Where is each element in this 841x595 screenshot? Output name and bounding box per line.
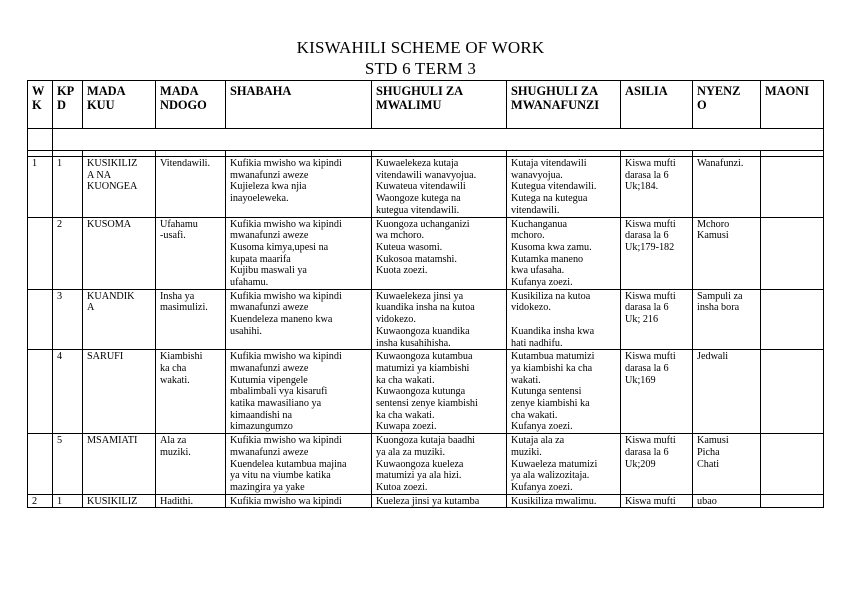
- cell-line: Kuwaelekeza jinsi ya: [376, 290, 464, 302]
- cell-line: Kutumia vipengele: [230, 374, 308, 386]
- header-text: SHUGHULI ZA: [511, 84, 599, 98]
- cell-line: matumizi ya ala hizi.: [376, 470, 462, 482]
- cell-line: usahihi.: [230, 325, 262, 337]
- cell-mada-kuu: [83, 217, 156, 289]
- table-row: [28, 157, 824, 218]
- cell-line: -usafi.: [160, 230, 186, 242]
- cell-line: KUSOMA: [87, 218, 132, 230]
- cell-shabaha: [226, 217, 372, 289]
- cell-line: insha bora: [697, 302, 740, 314]
- cell-wk: [28, 217, 53, 289]
- header-kpd: [53, 81, 83, 129]
- cell-line: matumizi ya kiambishi: [376, 362, 470, 374]
- cell-line: Kusikiliza na kutoa: [511, 290, 591, 302]
- cell-nyenzo: [693, 157, 761, 218]
- cell-line: Kufikia mwisho wa kipindi: [230, 495, 342, 507]
- cell-line: Kutunga sentensi: [511, 386, 582, 398]
- header-text: W: [32, 84, 45, 98]
- cell-line: vidokezo.: [511, 302, 551, 314]
- cell-line: MSAMIATI: [87, 435, 138, 447]
- cell-mada-kuu: [83, 289, 156, 350]
- cell-line: Kueleza jinsi ya kutamba: [376, 495, 480, 507]
- cell-mwanafunzi: [507, 434, 621, 495]
- cell-kpd: 4: [53, 350, 83, 434]
- cell-kpd: 2: [53, 217, 83, 289]
- cell-line: Mchoro: [697, 218, 730, 230]
- cell-line: mwanafunzi aweze: [230, 446, 309, 458]
- cell-line: Waongoze kutega na: [376, 193, 461, 205]
- cell-line: Kuwaongoza kuandika: [376, 325, 470, 337]
- cell-line: kutegua vitendawili.: [376, 204, 460, 216]
- header-shughuli-mwanafunzi: [507, 81, 621, 129]
- cell-line: Uk; 216: [625, 314, 659, 326]
- cell-line: sentensi zenye kiambishi: [376, 398, 478, 410]
- cell-line: Kufikia mwisho wa kipindi: [230, 158, 342, 169]
- cell-mada-ndogo: [156, 350, 226, 434]
- header-text: MADA: [160, 84, 199, 98]
- cell-line: Kusikiliza mwalimu.: [511, 495, 597, 507]
- cell-mwalimu: [372, 350, 507, 434]
- cell-line: ka cha wakati.: [376, 374, 435, 386]
- cell-line: ya vitu na viumbe katika: [230, 470, 331, 482]
- cell-line: SARUFI: [87, 351, 124, 363]
- cell-mwalimu: [372, 289, 507, 350]
- cell-line: Kujieleza kwa njia: [230, 181, 307, 193]
- cell-line: ka cha wakati.: [376, 409, 435, 421]
- cell-line: kimaandishi na: [230, 409, 292, 421]
- cell-line: Uk;169: [625, 374, 656, 386]
- header-text: O: [697, 98, 707, 112]
- cell-nyenzo: [693, 289, 761, 350]
- cell-line: Kuchanganua: [511, 218, 568, 230]
- cell-line: vidokezo.: [376, 314, 416, 326]
- cell-line: Kusoma kimya,upesi na: [230, 241, 329, 253]
- cell-line: wakati.: [160, 374, 190, 386]
- cell-line: Kuwaelekeza kutaja: [376, 158, 459, 169]
- cell-mada-ndogo: [156, 289, 226, 350]
- cell-line: mwanafunzi aweze: [230, 230, 309, 242]
- cell-line: muziki.: [511, 446, 542, 458]
- cell-line: KUSIKILIZ: [87, 495, 138, 507]
- blank-row: [28, 129, 824, 151]
- cell-line: ya ala za muziki.: [376, 446, 446, 458]
- header-text: KUU: [87, 98, 115, 112]
- cell-line: wakati.: [511, 374, 541, 386]
- cell-line: Kuandika insha kwa: [511, 325, 595, 337]
- cell-mwanafunzi: [507, 217, 621, 289]
- cell-line: Ufahamu: [160, 218, 198, 230]
- cell-line: Kiswa mufti: [625, 290, 676, 302]
- cell-line: Kutoa zoezi.: [376, 481, 428, 493]
- cell-line: Uk;184.: [625, 181, 659, 193]
- cell-maoni: [761, 434, 824, 495]
- cell-mada-kuu: [83, 350, 156, 434]
- cell-asilia: [621, 350, 693, 434]
- cell-line: Kiswa mufti: [625, 435, 676, 447]
- cell-mada-ndogo: [156, 157, 226, 218]
- cell-line: Kuteua wasomi.: [376, 241, 443, 253]
- header-text: MADA: [87, 84, 126, 98]
- cell-line: ya ala walizozitaja.: [511, 470, 590, 482]
- cell-line: ufahamu.: [230, 277, 269, 289]
- cell-line: Kiswa mufti: [625, 495, 676, 507]
- cell-line: mwanafunzi aweze: [230, 362, 309, 374]
- cell-nyenzo: [693, 217, 761, 289]
- cell-line: Kutaja ala za: [511, 435, 565, 447]
- header-mada-ndogo: [156, 81, 226, 129]
- cell-mada-kuu: [83, 434, 156, 495]
- cell-line: [511, 314, 617, 326]
- header-shughuli-mwalimu: [372, 81, 507, 129]
- cell-line: Kuongoza uchanganizi: [376, 218, 470, 230]
- cell-kpd: 3: [53, 289, 83, 350]
- cell-line: muziki.: [160, 446, 191, 458]
- cell-line: Kuwapa zoezi.: [376, 421, 437, 433]
- cell-line: zenye kiambishi ka: [511, 398, 590, 410]
- cell-line: Uk;209: [625, 458, 656, 470]
- cell-line: Kiswa mufti: [625, 218, 676, 230]
- cell-line: darasa la 6: [625, 362, 669, 374]
- header-text: MWALIMU: [376, 98, 442, 112]
- header-asilia: [621, 81, 693, 129]
- cell-line: Wanafunzi.: [697, 158, 744, 169]
- table-row: [28, 434, 824, 495]
- scheme-table: [27, 80, 824, 508]
- header-row: [28, 81, 824, 129]
- cell-line: Kiswa mufti: [625, 158, 676, 169]
- cell-line: Kuendelea kutambua majina: [230, 458, 347, 470]
- cell-line: Kuota zoezi.: [376, 265, 428, 277]
- header-maoni: [761, 81, 824, 129]
- cell-line: Chati: [697, 458, 720, 470]
- cell-line: insha kusahihisha.: [376, 337, 451, 349]
- cell-line: KUONGEA: [87, 181, 138, 193]
- cell-line: ubao: [697, 495, 717, 507]
- cell-line: Kutambua matumizi: [511, 351, 595, 363]
- cell-line: Kujibu maswali ya: [230, 265, 307, 277]
- table-row: [28, 289, 824, 350]
- cell-maoni: [761, 157, 824, 218]
- cell-maoni: [761, 289, 824, 350]
- cell-kpd: 1: [53, 157, 83, 218]
- cell-line: Kusoma kwa zamu.: [511, 241, 592, 253]
- cell-line: darasa la 6: [625, 230, 669, 242]
- cell-kpd: 5: [53, 434, 83, 495]
- cell-line: kimazungumzo: [230, 421, 293, 433]
- cell-asilia: [621, 217, 693, 289]
- cell-line: Kufikia mwisho wa kipindi: [230, 351, 342, 363]
- cell-line: Ala za: [160, 435, 187, 447]
- table-row: [28, 350, 824, 434]
- cell-wk: [28, 289, 53, 350]
- cell-line: mwanafunzi aweze: [230, 302, 309, 314]
- cell-line: hati nadhifu.: [511, 337, 563, 349]
- cell-mada-kuu: [83, 157, 156, 218]
- cell-line: masimulizi.: [160, 302, 208, 314]
- cell-line: mwanafunzi aweze: [230, 169, 309, 181]
- cell-asilia: [621, 434, 693, 495]
- header-nyenzo: [693, 81, 761, 129]
- cell-line: Jedwali: [697, 351, 729, 363]
- header-shabaha: [226, 81, 372, 129]
- cell-mada-ndogo: [156, 217, 226, 289]
- cell-mwalimu: [372, 217, 507, 289]
- document-subtitle: STD 6 TERM 3: [364, 59, 477, 78]
- cell-line: Kuwaongoza kutambua: [376, 351, 473, 363]
- cell-shabaha: [226, 350, 372, 434]
- cell-mada-ndogo: [156, 434, 226, 495]
- cell-mwalimu: [372, 494, 507, 508]
- cell-line: cha wakati.: [511, 409, 558, 421]
- cell-maoni: [761, 350, 824, 434]
- cell-line: ka cha: [160, 362, 187, 374]
- cell-mwalimu: [372, 434, 507, 495]
- cell-shabaha: [226, 289, 372, 350]
- cell-line: A: [87, 302, 95, 314]
- cell-wk: [28, 434, 53, 495]
- cell-line: Kuwaongoza kueleza: [376, 458, 464, 470]
- header-text: SHABAHA: [230, 84, 292, 98]
- header-text: SHUGHULI ZA: [376, 84, 464, 98]
- header-text: MAONI: [765, 84, 810, 98]
- cell-line: kupata maarifa: [230, 253, 291, 265]
- cell-line: mazingira ya yake: [230, 481, 305, 493]
- header-text: NYENZ: [697, 84, 741, 98]
- cell-line: wanavyojua.: [511, 169, 563, 181]
- cell-line: katika mawasiliano ya: [230, 398, 322, 410]
- cell-mwanafunzi: [507, 289, 621, 350]
- cell-wk: 1: [28, 157, 53, 218]
- cell-line: KUANDIK: [87, 290, 135, 302]
- cell-mada-ndogo: [156, 494, 226, 508]
- cell-line: Sampuli za: [697, 290, 743, 302]
- cell-line: Kiambishi: [160, 351, 203, 363]
- cell-line: Kufikia mwisho wa kipindi: [230, 435, 342, 447]
- cell-line: Kufikia mwisho wa kipindi: [230, 218, 342, 230]
- cell-line: Insha ya: [160, 290, 195, 302]
- cell-line: wa mchoro.: [376, 230, 425, 242]
- cell-kpd: 1: [53, 494, 83, 508]
- header-text: MWANAFUNZI: [511, 98, 600, 112]
- cell-line: Uk;179-182: [625, 241, 675, 253]
- cell-line: KUSIKILIZ: [87, 158, 138, 169]
- cell-shabaha: [226, 434, 372, 495]
- cell-line: Kukosoa matamshi.: [376, 253, 457, 265]
- cell-line: Kuwaongoza kutunga: [376, 386, 466, 398]
- cell-line: Kufanya zoezi.: [511, 481, 573, 493]
- cell-line: Kufanya zoezi.: [511, 277, 573, 289]
- cell-line: darasa la 6: [625, 169, 669, 181]
- cell-nyenzo: [693, 350, 761, 434]
- table-row: [28, 217, 824, 289]
- cell-line: inayoeleweka.: [230, 193, 289, 205]
- cell-asilia: [621, 494, 693, 508]
- cell-mada-kuu: [83, 494, 156, 508]
- cell-asilia: [621, 157, 693, 218]
- cell-line: Kutamka maneno: [511, 253, 584, 265]
- cell-line: darasa la 6: [625, 446, 669, 458]
- cell-mwalimu: [372, 157, 507, 218]
- cell-line: kuandika insha na kutoa: [376, 302, 475, 314]
- cell-line: Kuongoza kutaja baadhi: [376, 435, 476, 447]
- cell-line: Kuwaeleza matumizi: [511, 458, 598, 470]
- cell-line: Kufikia mwisho wa kipindi: [230, 290, 342, 302]
- cell-shabaha: [226, 494, 372, 508]
- cell-line: Kutaja vitendawili: [511, 158, 587, 169]
- cell-line: mchoro.: [511, 230, 545, 242]
- cell-line: Kuwateua vitendawili: [376, 181, 466, 193]
- cell-line: Kiswa mufti: [625, 351, 676, 363]
- cell-line: Vitendawili.: [160, 158, 211, 169]
- cell-nyenzo: [693, 494, 761, 508]
- cell-line: Kufanya zoezi.: [511, 421, 573, 433]
- header-text: D: [57, 98, 66, 112]
- cell-line: Picha: [697, 446, 720, 458]
- cell-mwanafunzi: [507, 494, 621, 508]
- cell-line: mbalimbali vya kisarufi: [230, 386, 328, 398]
- cell-line: A NA: [87, 169, 112, 181]
- cell-asilia: [621, 289, 693, 350]
- document-title: KISWAHILI SCHEME OF WORK: [296, 38, 545, 57]
- header-wk: [28, 81, 53, 129]
- cell-line: Kutega na kutegua: [511, 193, 588, 205]
- cell-line: Kuendeleza maneno kwa: [230, 314, 333, 326]
- cell-shabaha: [226, 157, 372, 218]
- header-text: KP: [57, 84, 75, 98]
- header-mada-kuu: [83, 81, 156, 129]
- cell-line: Hadithi.: [160, 495, 194, 507]
- header-text: NDOGO: [160, 98, 207, 112]
- cell-line: vitendawili.: [511, 204, 560, 216]
- cell-line: Kamusi: [697, 230, 729, 242]
- cell-maoni: [761, 217, 824, 289]
- cell-nyenzo: [693, 434, 761, 495]
- table-row: [28, 494, 824, 508]
- cell-line: kwa ufasaha.: [511, 265, 565, 277]
- cell-line: darasa la 6: [625, 302, 669, 314]
- cell-wk: 2: [28, 494, 53, 508]
- cell-wk: [28, 350, 53, 434]
- cell-line: Kamusi: [697, 435, 729, 447]
- cell-line: vitendawili wanavyojua.: [376, 169, 477, 181]
- cell-line: ya kiambishi ka cha: [511, 362, 593, 374]
- header-text: K: [32, 98, 42, 112]
- cell-line: Kutegua vitendawili.: [511, 181, 597, 193]
- header-text: ASILIA: [625, 84, 668, 98]
- cell-mwanafunzi: [507, 157, 621, 218]
- cell-maoni: [761, 494, 824, 508]
- cell-mwanafunzi: [507, 350, 621, 434]
